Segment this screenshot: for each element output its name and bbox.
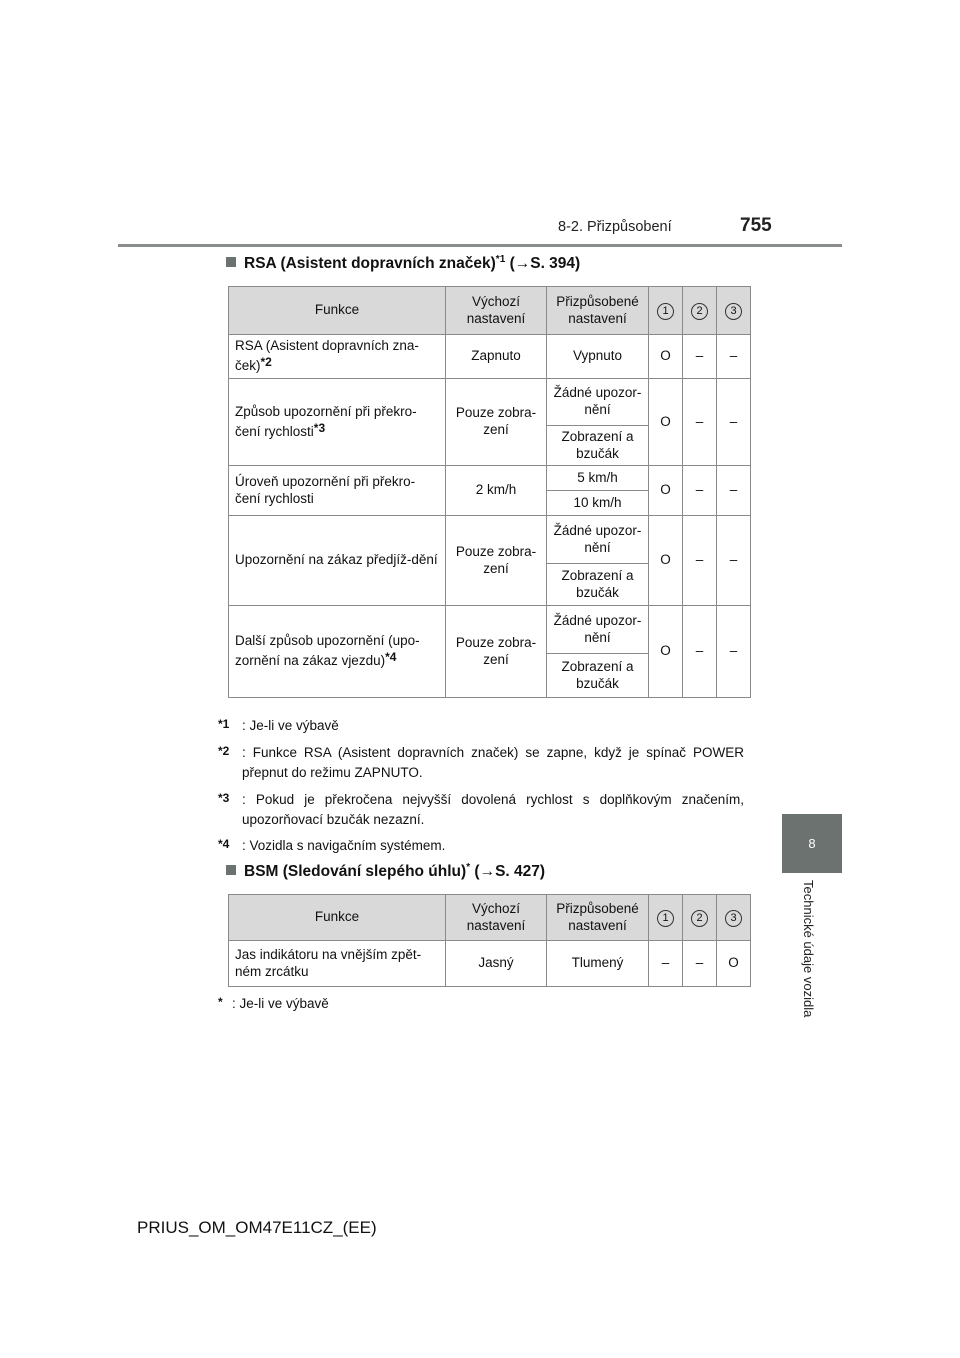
chapter-label	[800, 880, 820, 1040]
bsm-table	[228, 894, 751, 987]
mark-cell: –	[683, 379, 717, 466]
function-cell: Úroveň upozornění při překro-čení rychlosti	[229, 466, 446, 516]
footnote-text: : Je-li ve výbavě	[242, 718, 339, 733]
circled-number-icon: 3	[725, 303, 742, 320]
footnote-mark: *1	[218, 717, 230, 731]
rsa-table	[228, 286, 751, 698]
table-row	[229, 379, 751, 426]
section-bullet-icon	[226, 257, 236, 267]
col-custom: Přizpůsobené nastavení	[547, 287, 649, 335]
custom-cell: Tlumený	[547, 941, 649, 987]
mark-cell: –	[717, 516, 751, 606]
default-cell: Pouze zobra-zení	[446, 606, 547, 698]
mark-cell: –	[683, 516, 717, 606]
footnote-mark: *3	[218, 791, 230, 805]
footnote-text: : Pokud je překročena nejvyšší dovolená rychlost s doplňkovým značením, upozorňovací bzučák nezazní.	[242, 792, 744, 827]
mark-cell: O	[717, 941, 751, 987]
table-row	[229, 941, 751, 987]
circled-number-icon: 1	[657, 910, 674, 927]
function-cell: Další způsob upozornění (upo-zornění na zákaz vjezdu)$^{*4}$	[229, 606, 446, 698]
col-default: Výchozí nastavení	[446, 287, 547, 335]
circled-number-icon: 2	[691, 910, 708, 927]
custom-cell: Žádné upozor-nění	[547, 606, 649, 654]
default-cell: Jasný	[446, 941, 547, 987]
circled-number-icon: 3	[725, 910, 742, 927]
footnote-mark: *2	[218, 744, 230, 758]
table-row	[229, 516, 751, 564]
bsm-heading	[226, 862, 545, 881]
custom-cell: Žádné upozor-nění	[547, 379, 649, 426]
mark-cell: –	[683, 606, 717, 698]
mark-cell: –	[683, 466, 717, 516]
custom-cell: Žádné upozor-nění	[547, 516, 649, 564]
table-row	[229, 606, 751, 654]
chapter-tab	[782, 814, 842, 873]
rsa-heading-text: RSA (Asistent dopravních značek)	[244, 255, 496, 273]
col-option-1	[649, 287, 683, 335]
mark-cell: O	[649, 606, 683, 698]
footnote-text: : Vozidla s navigačním systémem.	[242, 838, 446, 853]
default-cell: Zapnuto	[446, 335, 547, 379]
col-option-2	[683, 287, 717, 335]
footnote	[218, 743, 744, 782]
mark-cell: O	[649, 516, 683, 606]
bsm-heading-ref[interactable]: (→S. 427)	[474, 863, 546, 881]
mark-cell: –	[717, 466, 751, 516]
footnote	[218, 836, 744, 856]
rsa-heading-ref[interactable]: (→S. 394)	[509, 255, 581, 273]
custom-cell: Zobrazení a bzučák	[547, 654, 649, 698]
footnote	[218, 716, 744, 736]
col-function: Funkce	[229, 895, 446, 941]
function-cell: Jas indikátoru na vnějším zpět-ném zrcátku	[229, 941, 446, 987]
chapter-number: 8	[808, 836, 816, 851]
table-row	[229, 335, 751, 379]
bsm-heading-sup: *	[466, 862, 471, 873]
page-number: 755	[740, 215, 772, 236]
mark-cell: O	[649, 379, 683, 466]
custom-cell: Zobrazení a bzučák	[547, 426, 649, 466]
default-cell: Pouze zobra-zení	[446, 379, 547, 466]
function-cell: Upozornění na zákaz předjíž-dění	[229, 516, 446, 606]
section-bullet-icon	[226, 865, 236, 875]
function-cell: Způsob upozornění při překro-čení rychlosti$^{*3}$	[229, 379, 446, 466]
footnote	[218, 994, 744, 1014]
mark-cell: O	[649, 335, 683, 379]
footnote-mark: *4	[218, 837, 230, 851]
default-cell: Pouze zobra-zení	[446, 516, 547, 606]
mark-cell: O	[649, 466, 683, 516]
rsa-heading	[226, 254, 580, 273]
col-option-2	[683, 895, 717, 941]
col-option-1	[649, 895, 683, 941]
custom-cell: 10 km/h	[547, 491, 649, 516]
header-divider	[118, 244, 842, 247]
chapter-label-text: Technické údaje vozidla	[801, 880, 816, 1018]
table-header-row	[229, 895, 751, 941]
circled-number-icon: 1	[657, 303, 674, 320]
col-custom: Přizpůsobené nastavení	[547, 895, 649, 941]
default-cell: 2 km/h	[446, 466, 547, 516]
rsa-heading-sup: *1	[495, 254, 506, 265]
mark-cell: –	[717, 379, 751, 466]
table-row	[229, 466, 751, 491]
col-default: Výchozí nastavení	[446, 895, 547, 941]
col-function: Funkce	[229, 287, 446, 335]
col-option-3	[717, 895, 751, 941]
section-title: 8-2. Přizpůsobení	[558, 219, 672, 235]
footnote-text: : Je-li ve výbavě	[232, 996, 329, 1011]
footnote-text: : Funkce RSA (Asistent dopravních značek) se zapne, když je spínač POWER přepnut do režimu ZAPNUTO.	[242, 745, 744, 780]
mark-cell: –	[683, 335, 717, 379]
mark-cell: –	[649, 941, 683, 987]
footnote-mark: *	[218, 995, 223, 1009]
function-cell: RSA (Asistent dopravních zna-ček)$^{*2}$	[229, 335, 446, 379]
footnote	[218, 790, 744, 829]
circled-number-icon: 2	[691, 303, 708, 320]
custom-cell: Zobrazení a bzučák	[547, 564, 649, 606]
custom-cell: Vypnuto	[547, 335, 649, 379]
custom-cell: 5 km/h	[547, 466, 649, 491]
table-header-row	[229, 287, 751, 335]
col-option-3	[717, 287, 751, 335]
bsm-heading-text: BSM (Sledování slepého úhlu)	[244, 863, 467, 881]
mark-cell: –	[717, 606, 751, 698]
mark-cell: –	[683, 941, 717, 987]
document-code: PRIUS_OM_OM47E11CZ_(EE)	[137, 1218, 377, 1237]
mark-cell: –	[717, 335, 751, 379]
